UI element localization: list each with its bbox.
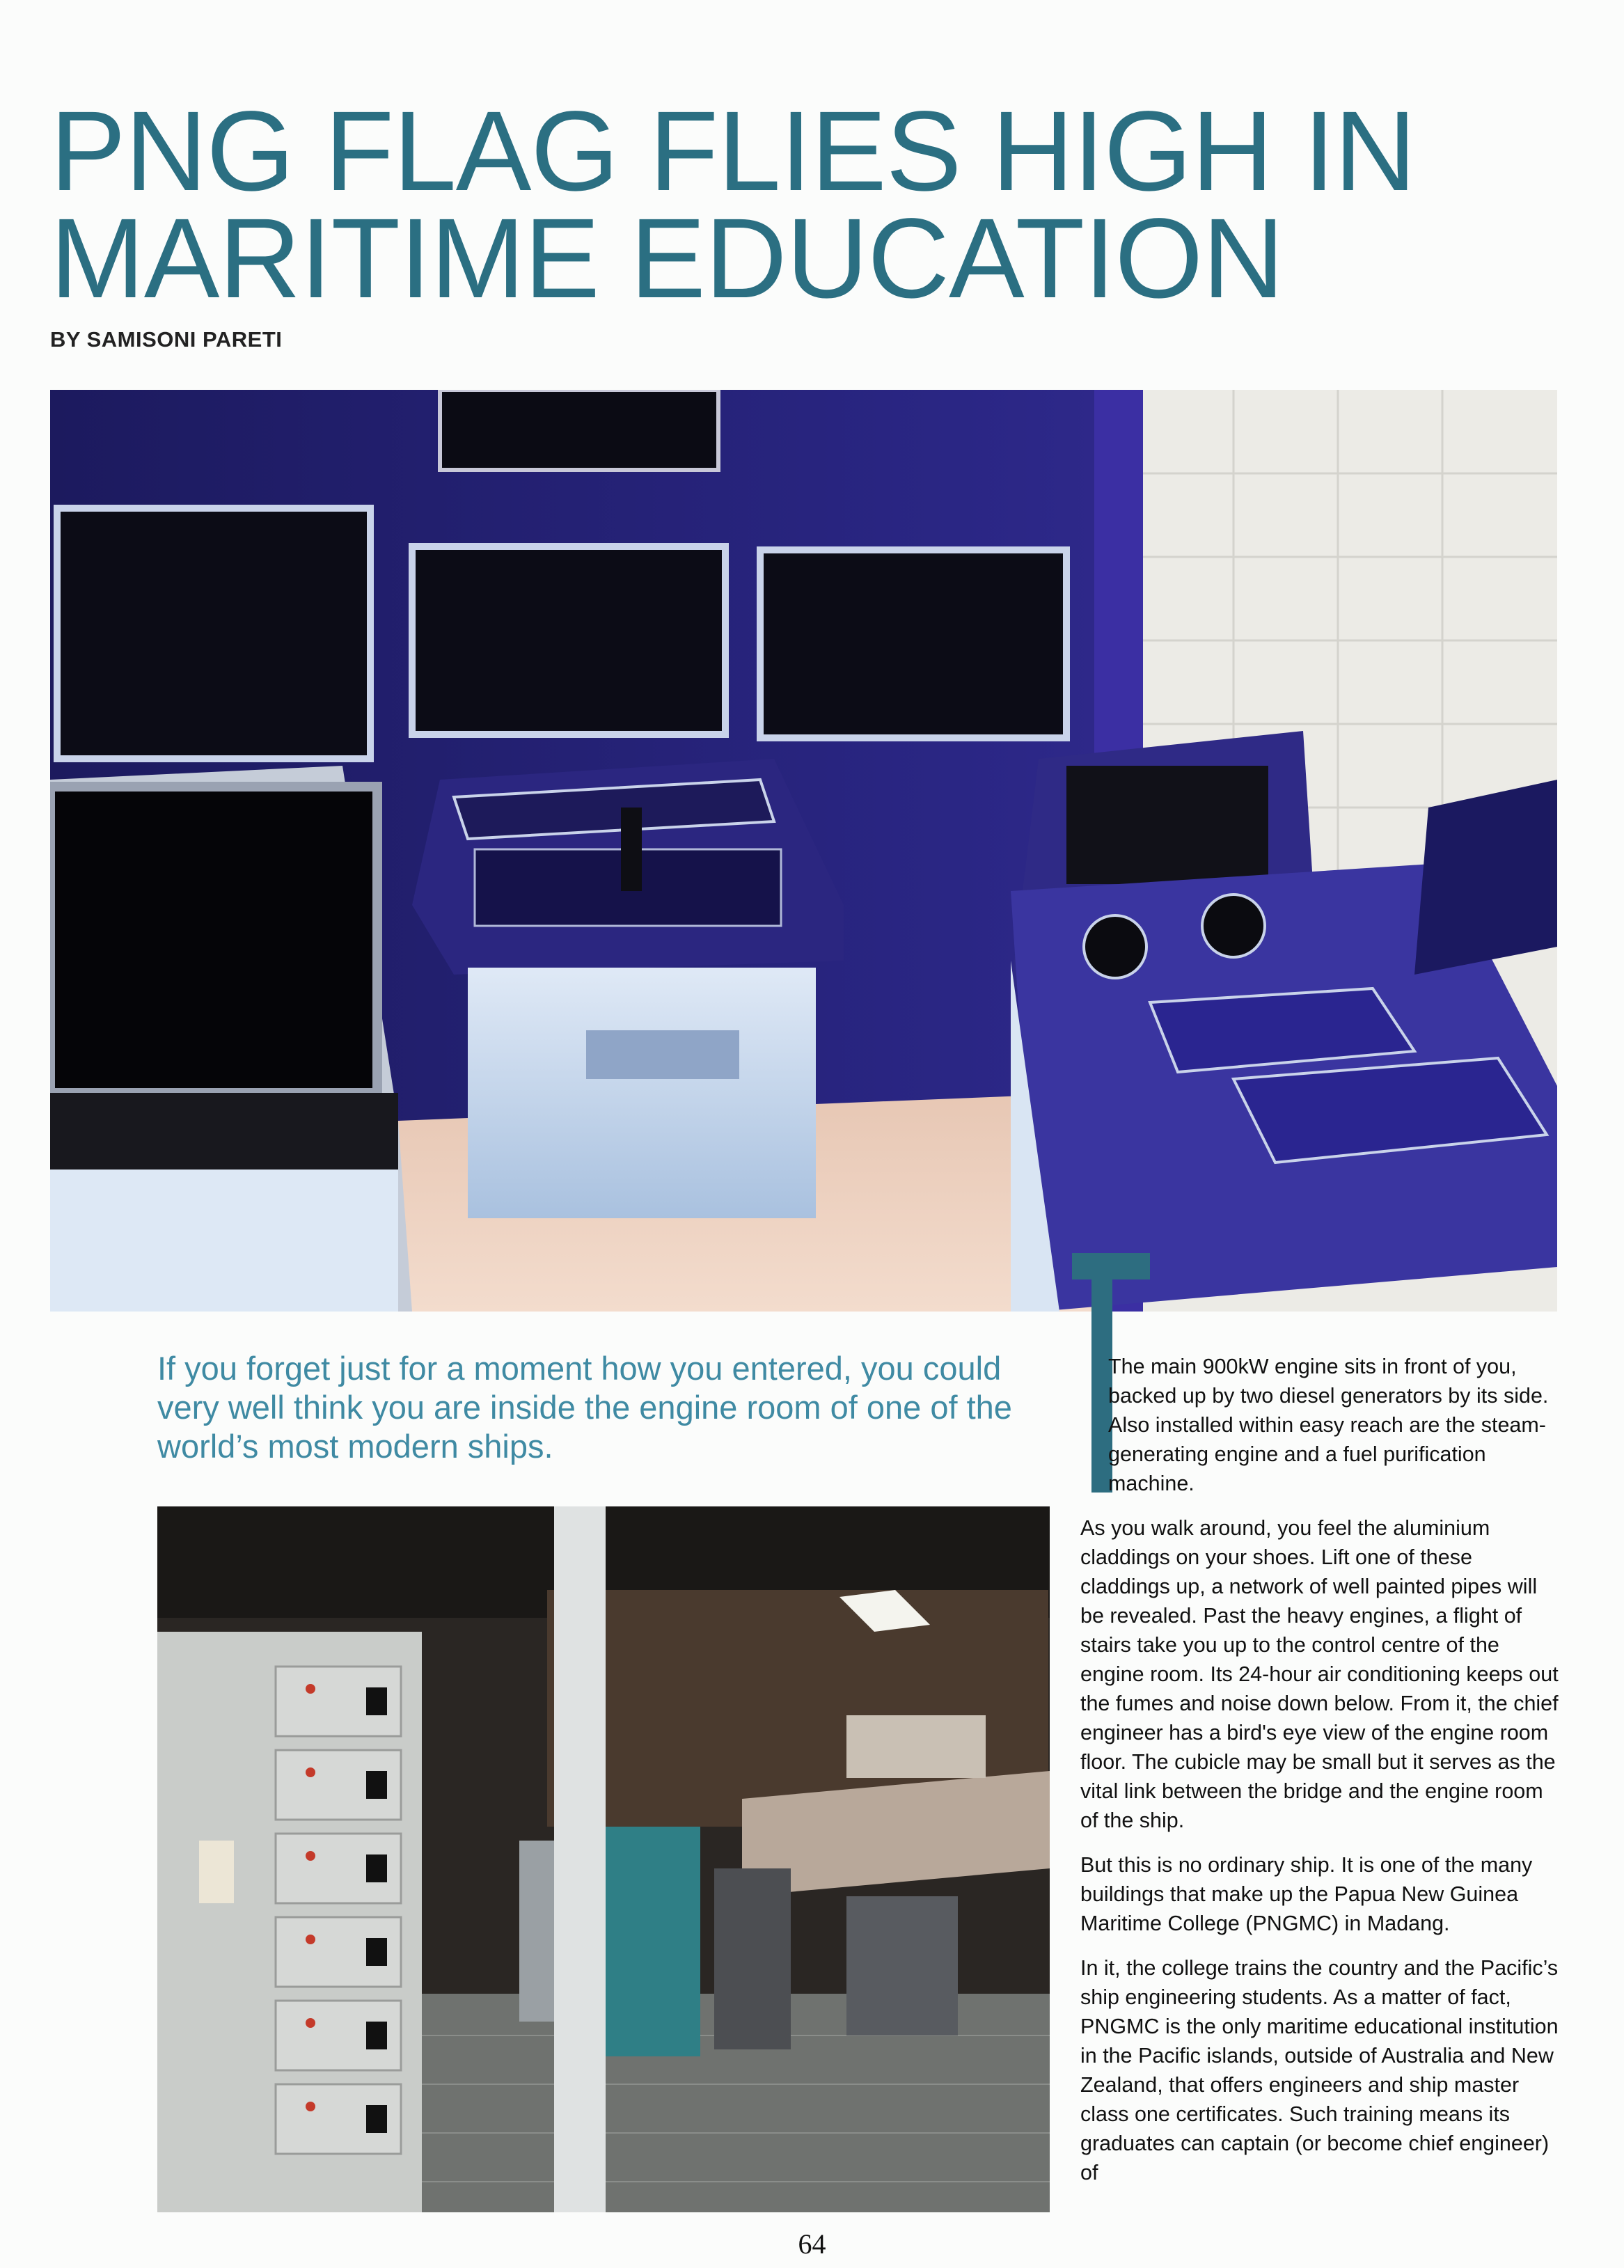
lead-paragraph: The main 900kW engine sits in front of you, backed up by two diesel generators by its side. Also installed within easy reach are the steam-generating engine and a fuel purification machine. <box>1108 1355 1549 1495</box>
body-paragraph: As you walk around, you feel the aluminium claddings on your shoes. Lift one of these claddings up, a network of well painted pipes will be revealed. Past the heavy engines, a flight of stairs take you up to the control centre of the engine room. Its 24-hour air conditioning keeps out the fumes and noise down below. From it, the chief engineer has a bird's eye view of the engine room floor. The cubicle may be small but it serves as the vital link between the bridge and the engine room of the ship. <box>1080 1516 1559 1832</box>
body-paragraph: But this is no ordinary ship. It is one of the many buildings that make up the Papua New Guinea Maritime College (PNGMC) in Madang. <box>1080 1853 1533 1935</box>
engine-room-illustration <box>157 1506 1050 2212</box>
engine-room-photo <box>157 1506 1050 2212</box>
article-body <box>1080 1352 1561 2203</box>
bridge-simulator-illustration <box>50 390 1557 1312</box>
bridge-simulator-photo <box>50 390 1557 1312</box>
pull-quote: If you forget just for a moment how you entered, you could very well think you are inside the engine room of one of the world’s most modern ships. <box>157 1350 1012 1465</box>
article-title: PNG FLAG FLIES HIGH IN MARITIME EDUCATION <box>50 87 1416 322</box>
byline: BY SAMISONI PARETI <box>50 327 283 352</box>
page-number: 64 <box>798 2228 826 2260</box>
body-paragraph: In it, the college trains the country and the Pacific’s ship engineering students. As a matter of fact, PNGMC is the only maritime educational institution in the Pacific islands, outside of Australia and New Zealand, that offers engineers and ship master class one certificates. Such training means its graduates can captain (or become chief engineer) of <box>1080 1956 1559 2184</box>
